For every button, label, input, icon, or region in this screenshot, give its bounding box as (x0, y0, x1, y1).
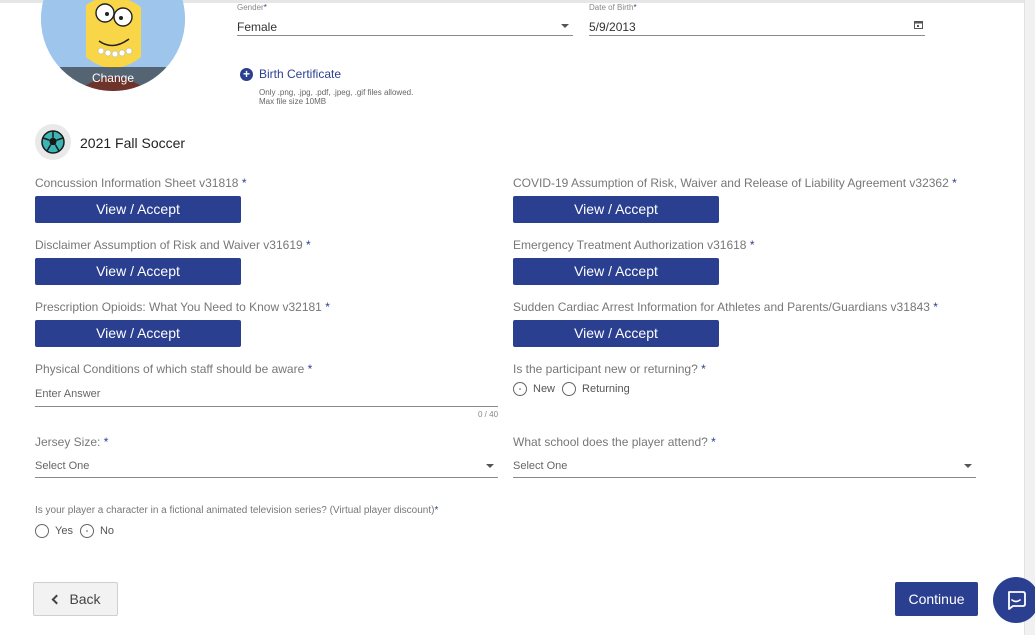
program-title: 2021 Fall Soccer (80, 135, 186, 151)
new-or-returning-label: Is the participant new or returning? * (513, 362, 706, 376)
date-of-birth-value: 5/9/2013 (589, 20, 636, 34)
chevron-left-icon (52, 594, 62, 604)
view-accept-button[interactable]: View / Accept (513, 320, 719, 347)
birth-certificate-upload[interactable] (240, 67, 341, 81)
radio-no[interactable] (80, 524, 94, 538)
document-label: Sudden Cardiac Arrest Information for Athletes and Parents/Guardians v31843 * (513, 300, 938, 314)
date-of-birth-label: Date of Birth* (589, 3, 637, 12)
file-upload-info: Only .png, .jpg, .pdf, .jpeg, .gif files allowed. Max file size 10MB (259, 88, 414, 106)
gender-label: Gender* (237, 3, 267, 12)
program-badge (35, 124, 71, 160)
radio-yes[interactable] (35, 524, 49, 538)
chat-bubble-icon (1005, 589, 1027, 611)
back-button[interactable]: Back (33, 582, 118, 616)
radio-no-label: No (99, 525, 115, 537)
character-counter: 0 / 40 (478, 410, 499, 419)
radio-returning[interactable] (562, 382, 576, 396)
radio-returning-label: Returning (582, 383, 630, 395)
radio-new-label: New (533, 383, 556, 395)
page-scrollbar[interactable] (1024, 0, 1035, 635)
document-label: COVID-19 Assumption of Risk, Waiver and Release of Liability Agreement v32362 * (513, 176, 957, 190)
school-label: What school does the player attend? * (513, 435, 716, 449)
document-label: Emergency Treatment Authorization v31618 * (513, 238, 755, 252)
jersey-size-label: Jersey Size: * (35, 435, 109, 449)
chevron-down-icon (561, 24, 569, 28)
calendar-icon[interactable] (914, 20, 923, 29)
chevron-down-icon (486, 464, 494, 468)
physical-conditions-input[interactable]: Enter Answer (35, 388, 498, 407)
document-label: Disclaimer Assumption of Risk and Waiver v31619 * (35, 238, 311, 252)
view-accept-button[interactable]: View / Accept (35, 196, 241, 223)
chat-launcher-button[interactable] (993, 577, 1035, 623)
new-or-returning-radio-group (513, 382, 637, 396)
plus-circle-icon: + (240, 68, 253, 81)
view-accept-button[interactable]: View / Accept (35, 320, 241, 347)
view-accept-button[interactable]: View / Accept (513, 258, 719, 285)
physical-conditions-label: Physical Conditions of which staff should be aware * (35, 362, 313, 376)
soccer-ball-icon (41, 130, 65, 154)
participant-avatar (41, 0, 185, 91)
view-accept-button[interactable]: View / Accept (513, 196, 719, 223)
view-accept-button[interactable]: View / Accept (35, 258, 241, 285)
fictional-character-radio-group (35, 524, 121, 538)
gender-value: Female (237, 20, 278, 34)
gender-select[interactable] (237, 3, 573, 36)
change-avatar-button[interactable]: Change (41, 67, 185, 91)
jersey-size-select[interactable]: Select One (35, 460, 498, 478)
document-label: Prescription Opioids: What You Need to Know v32181 * (35, 300, 330, 314)
radio-new[interactable] (513, 382, 527, 396)
fictional-character-label: Is your player a character in a fictional animated television series? (Virtual player discount)* (35, 505, 439, 516)
continue-button[interactable]: Continue (895, 582, 978, 616)
date-of-birth-field[interactable] (589, 3, 925, 36)
birth-certificate-label: Birth Certificate (259, 67, 342, 81)
school-select[interactable]: Select One (513, 460, 976, 478)
chevron-down-icon (964, 464, 972, 468)
document-label: Concussion Information Sheet v31818 * (35, 176, 247, 190)
radio-yes-label: Yes (55, 525, 73, 537)
